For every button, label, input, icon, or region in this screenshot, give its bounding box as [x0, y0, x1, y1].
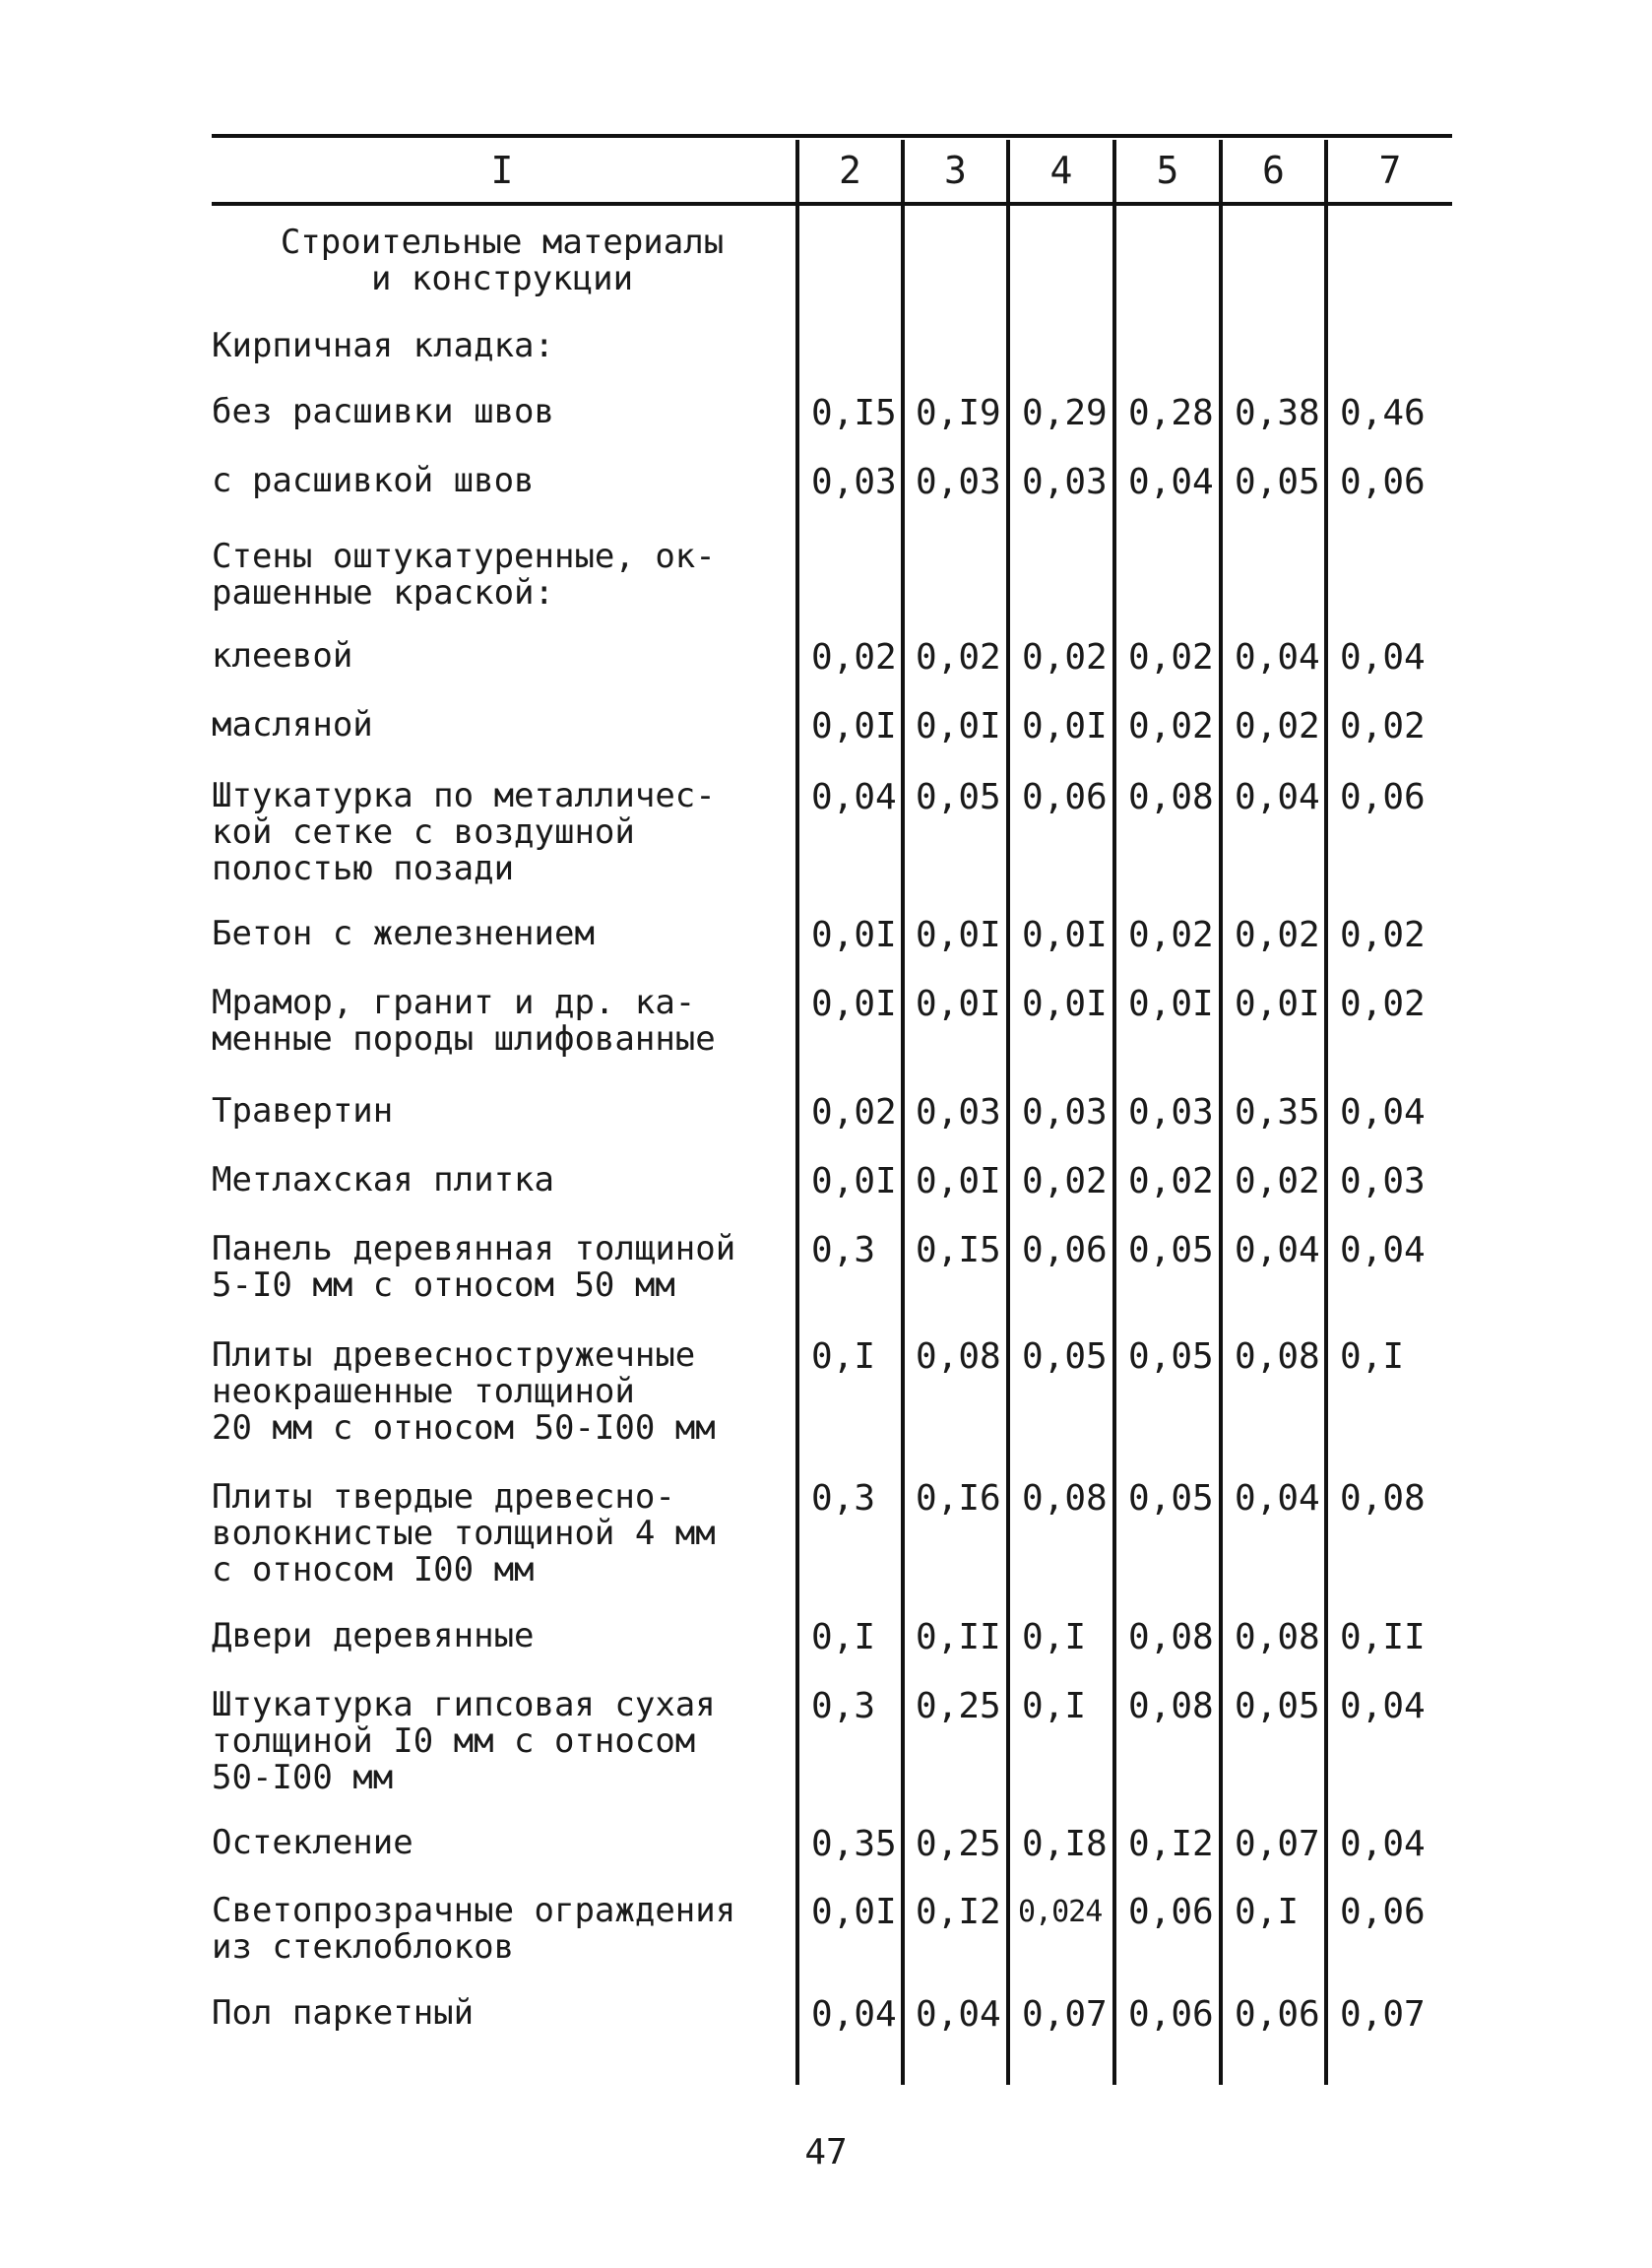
row-label: Светопрозрачные ограждения из стеклоблоков — [212, 1891, 736, 1967]
cell-value: 0,04 — [1340, 1092, 1426, 1133]
cell-value: 0,02 — [1340, 984, 1426, 1024]
cell-value: 0,05 — [1128, 1336, 1214, 1377]
cell-value: 0,05 — [1235, 1686, 1320, 1726]
cell-value: 0,02 — [1128, 915, 1214, 955]
cell-value: 0,02 — [1128, 637, 1214, 678]
cell-value: 0,02 — [1235, 706, 1320, 746]
cell-value: 0,03 — [916, 462, 1001, 502]
row-label: Метлахская плитка — [212, 1160, 554, 1199]
cell-value: 0,06 — [1340, 777, 1426, 817]
cell-value: 0,0I — [916, 915, 1001, 955]
column-divider — [1324, 140, 1328, 2085]
cell-value: 0,02 — [1022, 1161, 1108, 1201]
cell-value: 0,25 — [916, 1686, 1001, 1726]
cell-value: 0,04 — [1235, 1478, 1320, 1519]
cell-value: 0,I6 — [916, 1478, 1001, 1519]
cell-value: 0,02 — [1022, 637, 1108, 678]
cell-value: 0,0I — [916, 984, 1001, 1024]
row-label: без расшивки швов — [212, 392, 554, 431]
section-heading: Строительные материалы и конструкции — [280, 223, 725, 298]
row-label: Панель деревянная толщиной 5-I0 мм с относом 50 мм — [212, 1229, 736, 1305]
cell-value: 0,06 — [1128, 1892, 1214, 1932]
cell-value: 0,I8 — [1022, 1824, 1108, 1864]
cell-value: 0,07 — [1340, 1994, 1426, 2035]
cell-value: 0,04 — [811, 777, 897, 817]
cell-value: 0,3 — [811, 1478, 876, 1519]
cell-value: 0,0I — [1128, 984, 1214, 1024]
cell-value: 0,I9 — [916, 393, 1001, 433]
cell-value: 0,0I — [1022, 915, 1108, 955]
cell-value: 0,04 — [1340, 1230, 1426, 1270]
cell-value: 0,25 — [916, 1824, 1001, 1864]
row-label: Плиты древесностружечные неокрашенные толщиной 20 мм с относом 50-I00 мм — [212, 1335, 716, 1448]
column-header: 7 — [1378, 149, 1402, 192]
cell-value: 0,06 — [1022, 1230, 1108, 1270]
cell-value: 0,024 — [1018, 1895, 1103, 1929]
row-label: с расшивкой швов — [212, 461, 535, 500]
cell-value: 0,02 — [811, 637, 897, 678]
column-header: 2 — [839, 149, 861, 192]
cell-value: 0,05 — [1128, 1478, 1214, 1519]
table-header-rule — [212, 202, 1452, 206]
cell-value: 0,0I — [811, 1892, 897, 1932]
cell-value: 0,08 — [1128, 1686, 1214, 1726]
cell-value: 0,04 — [1128, 462, 1214, 502]
cell-value: 0,05 — [916, 777, 1001, 817]
cell-value: 0,0I — [811, 984, 897, 1024]
cell-value: 0,II — [916, 1617, 1001, 1657]
cell-value: 0,I — [811, 1617, 876, 1657]
cell-value: 0,06 — [1235, 1994, 1320, 2035]
row-label: Кирпичная кладка: — [212, 326, 554, 365]
cell-value: 0,04 — [811, 1994, 897, 2035]
cell-value: 0,04 — [1235, 637, 1320, 678]
cell-value: 0,05 — [1235, 462, 1320, 502]
column-divider — [1006, 140, 1010, 2085]
cell-value: 0,04 — [1340, 1824, 1426, 1864]
cell-value: 0,06 — [1022, 777, 1108, 817]
row-label: Стены оштукатуренные, ок- рашенные краской: — [212, 537, 716, 613]
cell-value: 0,07 — [1235, 1824, 1320, 1864]
cell-value: 0,46 — [1340, 393, 1426, 433]
column-divider — [1219, 140, 1223, 2085]
cell-value: 0,04 — [1235, 777, 1320, 817]
cell-value: 0,29 — [1022, 393, 1108, 433]
cell-value: 0,35 — [1235, 1092, 1320, 1133]
cell-value: 0,I — [1022, 1617, 1087, 1657]
cell-value: 0,08 — [1235, 1617, 1320, 1657]
cell-value: 0,0I — [811, 1161, 897, 1201]
cell-value: 0,08 — [1128, 1617, 1214, 1657]
cell-value: 0,I2 — [916, 1892, 1001, 1932]
row-label: Мрамор, гранит и др. ка- менные породы шлифованные — [212, 983, 716, 1059]
cell-value: 0,04 — [1235, 1230, 1320, 1270]
row-label: Травертин — [212, 1091, 394, 1131]
cell-value: 0,0I — [1235, 984, 1320, 1024]
table-top-rule — [212, 134, 1452, 138]
column-header: 4 — [1049, 149, 1073, 192]
column-divider — [901, 140, 905, 2085]
cell-value: 0,I — [1022, 1686, 1087, 1726]
row-label: Пол паркетный — [212, 1993, 475, 2033]
cell-value: 0,02 — [1235, 1161, 1320, 1201]
cell-value: 0,08 — [1340, 1478, 1426, 1519]
cell-value: 0,I — [1235, 1892, 1300, 1932]
cell-value: 0,06 — [1340, 462, 1426, 502]
cell-value: 0,I — [1340, 1336, 1405, 1377]
cell-value: 0,0I — [811, 706, 897, 746]
row-label: Двери деревянные — [212, 1616, 535, 1655]
column-header: 6 — [1262, 149, 1285, 192]
cell-value: 0,I5 — [916, 1230, 1001, 1270]
cell-value: 0,0I — [1022, 984, 1108, 1024]
cell-value: 0,06 — [1340, 1892, 1426, 1932]
cell-value: 0,02 — [916, 637, 1001, 678]
cell-value: 0,04 — [1340, 1686, 1426, 1726]
cell-value: 0,02 — [1128, 1161, 1214, 1201]
row-label: Штукатурка гипсовая сухая толщиной I0 мм с относом 50-I00 мм — [212, 1685, 716, 1797]
cell-value: 0,I2 — [1128, 1824, 1214, 1864]
cell-value: 0,05 — [1128, 1230, 1214, 1270]
cell-value: 0,3 — [811, 1230, 876, 1270]
cell-value: 0,08 — [1022, 1478, 1108, 1519]
cell-value: 0,3 — [811, 1686, 876, 1726]
cell-value: 0,04 — [1340, 637, 1426, 678]
cell-value: 0,I5 — [811, 393, 897, 433]
cell-value: 0,08 — [1235, 1336, 1320, 1377]
cell-value: 0,38 — [1235, 393, 1320, 433]
row-label: Плиты твердые древесно- волокнистые толщиной 4 мм с относом I00 мм — [212, 1477, 716, 1589]
page-number: 47 — [804, 2132, 848, 2172]
cell-value: 0,08 — [916, 1336, 1001, 1377]
row-label: Бетон с железнением — [212, 914, 595, 953]
cell-value: 0,06 — [1128, 1994, 1214, 2035]
cell-value: 0,03 — [1022, 1092, 1108, 1133]
cell-value: 0,0I — [916, 1161, 1001, 1201]
cell-value: 0,II — [1340, 1617, 1426, 1657]
cell-value: 0,I — [811, 1336, 876, 1377]
column-header: 5 — [1156, 149, 1179, 192]
cell-value: 0,02 — [811, 1092, 897, 1133]
cell-value: 0,04 — [916, 1994, 1001, 2035]
cell-value: 0,02 — [1340, 706, 1426, 746]
column-header: 3 — [944, 149, 967, 192]
cell-value: 0,02 — [1340, 915, 1426, 955]
cell-value: 0,0I — [916, 706, 1001, 746]
cell-value: 0,05 — [1022, 1336, 1108, 1377]
cell-value: 0,03 — [811, 462, 897, 502]
cell-value: 0,03 — [1340, 1161, 1426, 1201]
cell-value: 0,02 — [1128, 706, 1214, 746]
row-label: масляной — [212, 705, 373, 745]
cell-value: 0,07 — [1022, 1994, 1108, 2035]
cell-value: 0,08 — [1128, 777, 1214, 817]
cell-value: 0,28 — [1128, 393, 1214, 433]
column-header: I — [490, 149, 514, 192]
row-label: Остекление — [212, 1823, 413, 1862]
cell-value: 0,0I — [811, 915, 897, 955]
cell-value: 0,03 — [916, 1092, 1001, 1133]
column-divider — [795, 140, 799, 2085]
cell-value: 0,02 — [1235, 915, 1320, 955]
column-divider — [1112, 140, 1116, 2085]
row-label: клеевой — [212, 636, 353, 676]
cell-value: 0,35 — [811, 1824, 897, 1864]
row-label: Штукатурка по металличес- кой сетке с воздушной полостью позади — [212, 776, 716, 888]
cell-value: 0,0I — [1022, 706, 1108, 746]
cell-value: 0,03 — [1128, 1092, 1214, 1133]
cell-value: 0,03 — [1022, 462, 1108, 502]
